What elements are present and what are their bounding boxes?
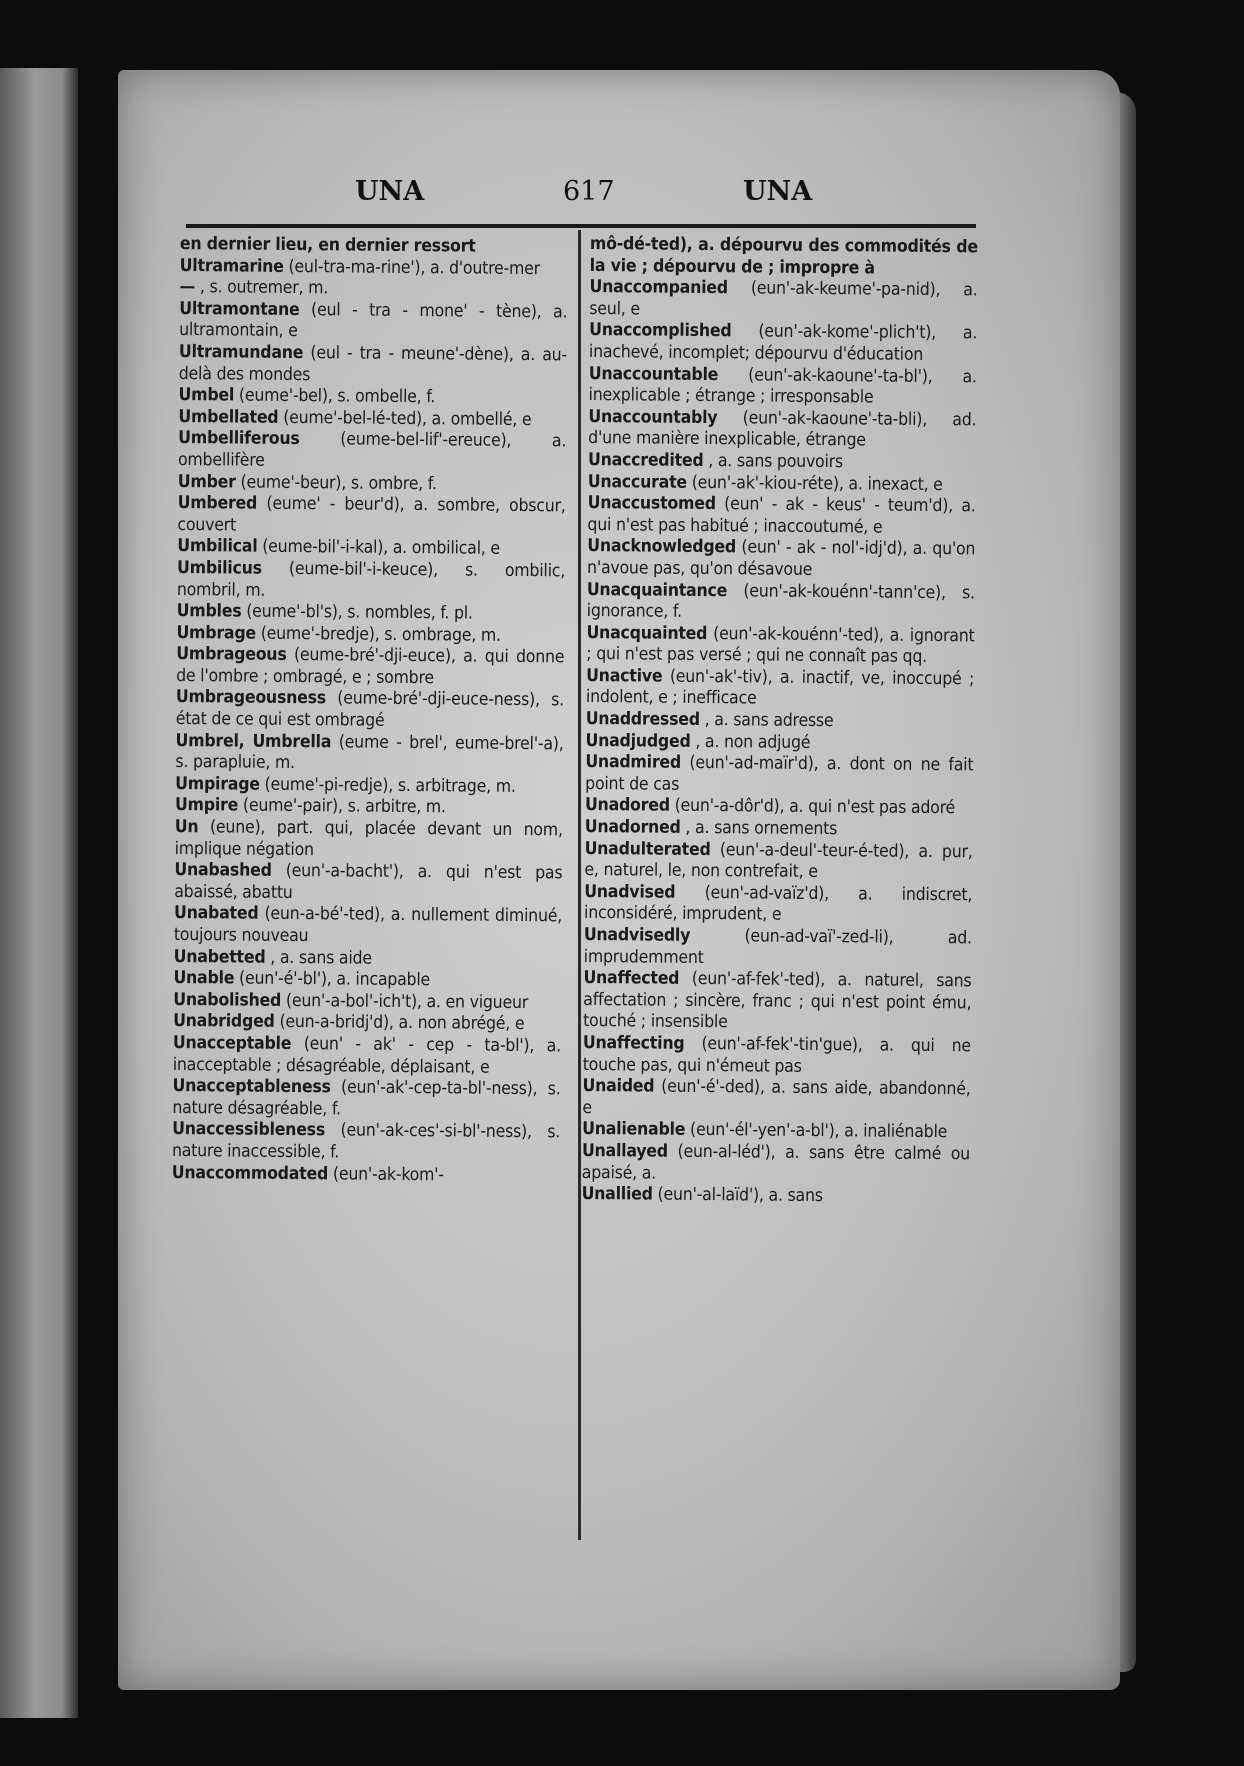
entry-definition: , a. sans pouvoirs bbox=[708, 450, 844, 473]
entry-headword: Unabashed bbox=[174, 860, 272, 882]
entry-definition: (eume'-bel-lé-ted), a. ombellé, e bbox=[283, 407, 532, 430]
dictionary-entry bbox=[590, 234, 978, 281]
entry-definition: (eume-bil'-i-kal), a. ombilical, e bbox=[262, 537, 500, 560]
dictionary-entry bbox=[588, 407, 976, 454]
entry-headword: Umbellated bbox=[178, 406, 279, 428]
entry-headword: Umbrageousness bbox=[175, 687, 327, 709]
adjacent-page-edge bbox=[0, 68, 78, 1718]
entry-definition: (eun-ad-vaï'-zed-li), ad. imprudemment bbox=[583, 926, 972, 968]
dictionary-entry bbox=[586, 666, 974, 713]
entry-definition: en dernier lieu, en dernier ressort bbox=[179, 234, 476, 257]
entry-definition: (eume-bré'-dji-euce-ness), s. état de ce qui est ombragé bbox=[175, 688, 565, 731]
right-column bbox=[582, 234, 978, 1209]
entry-headword: Unabated bbox=[173, 903, 259, 925]
dictionary-entry bbox=[587, 579, 975, 626]
entry-headword: Unaccompanied bbox=[589, 277, 728, 299]
entry-definition: (eun'-ak-ces'-si-bl'-ness), s. nature inaccessible, f. bbox=[171, 1120, 561, 1163]
entry-definition: (eun' - ak - nol'-idj'd), a. qu'on n'avoue pas, qu'on désavoue bbox=[586, 537, 976, 580]
entry-definition: (eun'-a-bacht'), a. qui n'est pas abaissé, abattu bbox=[174, 861, 563, 903]
entry-headword: Umbilical bbox=[177, 536, 258, 557]
entry-definition: (eun'-é'-ded), a. sans aide, abandonné, e bbox=[582, 1076, 971, 1118]
entry-definition: , a. non adjugé bbox=[695, 731, 811, 753]
dictionary-entry bbox=[175, 817, 563, 864]
entry-definition: (eume-bel-lif'-ereuce), a. ombellifère bbox=[177, 429, 567, 471]
entry-headword: Unaccredited bbox=[587, 449, 704, 471]
entry-headword: Un bbox=[174, 817, 199, 838]
dictionary-entry bbox=[177, 558, 565, 605]
entry-headword: Unable bbox=[173, 968, 235, 989]
entry-headword: Unadulterated bbox=[584, 838, 711, 860]
entry-headword: Unaccountable bbox=[588, 363, 719, 385]
dictionary-entry bbox=[589, 320, 977, 367]
dictionary-entry bbox=[172, 1162, 560, 1187]
entry-headword: Unaccomplished bbox=[589, 320, 732, 342]
entry-headword: Umbelliferous bbox=[178, 428, 300, 450]
dictionary-entry bbox=[589, 277, 977, 324]
entry-headword: Unalienable bbox=[582, 1119, 686, 1141]
entry-definition: (eun-a-bé'-ted), a. nullement diminué, toujours nouveau bbox=[173, 904, 563, 947]
dictionary-entry bbox=[585, 752, 973, 799]
entry-headword: Unacknowledged bbox=[587, 536, 737, 558]
entry-definition: (eume'-bl's), s. nombles, f. pl. bbox=[246, 601, 473, 624]
entry-definition: (eun'-ak-kouénn'-tann'ce), s. ignorance, f. bbox=[586, 580, 975, 622]
entry-headword: Unaccustomed bbox=[587, 493, 716, 515]
entry-definition: (eume - brel', eume-brel'-a), s. parapluie, m. bbox=[175, 732, 564, 774]
entry-headword: Unadmired bbox=[585, 752, 682, 774]
entry-definition: (eun'-ad-maïr'd), a. dont on ne fait point de cas bbox=[585, 753, 974, 795]
entry-definition: (eun'-ak'-tiv), a. inactif, ve, inoccupé ; indolent, e ; inefficace bbox=[585, 666, 975, 709]
entry-headword: Umbrageous bbox=[176, 644, 287, 666]
entry-headword: Unacceptable bbox=[172, 1032, 292, 1054]
entry-definition: mô-dé-ted), a. dépourvu des commodités de la vie ; dépourvu de ; impropre à bbox=[589, 234, 978, 279]
entry-definition: (eun'-a-bol'-ich't), a. en vigueur bbox=[285, 990, 529, 1013]
entry-headword: Unadvisedly bbox=[583, 924, 691, 946]
entry-definition: (eun'-al-laïd'), a. sans bbox=[657, 1184, 823, 1207]
entry-headword: Unacquaintance bbox=[586, 579, 728, 601]
entry-definition: (eun'-ak'-cep-ta-bl'-ness), s. nature désagréable, f. bbox=[172, 1077, 561, 1120]
entry-headword: Unallied bbox=[581, 1184, 653, 1205]
entry-definition: (eun' - ak - keus' - teum'd), a. qui n'est pas habitué ; inaccoutumé, e bbox=[587, 494, 976, 538]
page-number: 617 bbox=[563, 176, 615, 207]
entry-headword: Ultramundane bbox=[178, 341, 304, 364]
entry-definition: (eun'-ak-kom'- bbox=[332, 1163, 444, 1185]
entry-definition: (eun'-af-fek'-tin'gue), a. qui ne touche pas, qui n'émeut pas bbox=[582, 1033, 971, 1077]
dictionary-entry bbox=[173, 1033, 561, 1080]
entry-headword: Unaffecting bbox=[582, 1032, 685, 1054]
entry-headword: Unadvised bbox=[584, 881, 676, 903]
entry-definition: (eul - tra - mone' - tène), a. ultramontain, e bbox=[179, 299, 568, 342]
dictionary-entry bbox=[584, 882, 972, 929]
dictionary-entry bbox=[583, 1033, 971, 1080]
entry-headword: Umbrage bbox=[176, 622, 257, 644]
entry-definition: (eun'-ad-vaïz'd), a. indiscret, inconsidéré, imprudent, e bbox=[583, 882, 973, 926]
dictionary-entry bbox=[584, 925, 972, 972]
entry-headword: Umbered bbox=[177, 493, 258, 514]
dictionary-entry bbox=[588, 364, 976, 411]
dictionary-entry bbox=[176, 687, 564, 734]
entry-definition: (eul-tra-ma-rine'), a. d'outre-mer bbox=[288, 256, 540, 279]
dictionary-entry bbox=[587, 493, 975, 540]
entry-definition: (eun'-a-deul'-teur-é-ted), a. pur, e, naturel, le, non contrefait, e bbox=[584, 839, 973, 883]
dictionary-entry bbox=[583, 968, 972, 1036]
entry-headword: Unadjudged bbox=[585, 730, 691, 752]
entry-definition: (eume'-pair), s. arbitre, m. bbox=[242, 796, 446, 818]
entry-definition: (eun'-ak-kaoune'-ta-bli), ad. d'une manière inexplicable, étrange bbox=[588, 408, 977, 451]
entry-headword: Umpire bbox=[174, 795, 239, 816]
left-column bbox=[172, 234, 568, 1187]
entry-definition: (eume'-bel), s. ombelle, f. bbox=[238, 385, 436, 408]
entry-headword: Unaccessibleness bbox=[172, 1119, 326, 1141]
dictionary-entry bbox=[179, 299, 567, 346]
header-rule bbox=[186, 224, 976, 228]
entry-headword: — bbox=[179, 277, 196, 298]
entry-headword: Unaffected bbox=[583, 968, 680, 989]
entry-definition: (eun' - ak' - cep - ta-bl'), a. inacceptable ; désagréable, déplaisant, e bbox=[172, 1034, 561, 1078]
dictionary-entry bbox=[584, 839, 972, 886]
entry-definition: (eun'-é'-bl'), a. incapable bbox=[238, 968, 431, 991]
entry-headword: Unabolished bbox=[173, 989, 282, 1011]
entry-definition: (eume'-pi-redje), s. arbitrage, m. bbox=[264, 774, 516, 797]
entry-headword: Unacceptableness bbox=[172, 1076, 331, 1098]
dictionary-entry bbox=[582, 1184, 970, 1209]
entry-definition: (eun'-ak-kaoune'-ta-bl'), a. inexplicable ; étrange ; irresponsable bbox=[588, 364, 977, 408]
dictionary-entry bbox=[177, 493, 565, 540]
entry-definition: (eun'-ak-keume'-pa-nid), a. seul, e bbox=[589, 278, 978, 320]
entry-headword: Umbrel, Umbrella bbox=[175, 730, 332, 752]
entry-definition: (eume'-bredje), s. ombrage, m. bbox=[260, 623, 501, 646]
entry-definition: (eun-al-léd'), a. sans être calmé ou apaisé, a. bbox=[581, 1141, 971, 1184]
header-guide-word-right: UNA bbox=[743, 176, 813, 207]
entry-headword: Unaddressed bbox=[585, 709, 700, 731]
entry-definition: (eume' - beur'd), a. sombre, obscur, couvert bbox=[177, 493, 566, 536]
column-divider bbox=[578, 230, 581, 1540]
entry-definition: (eume-bré'-dji-euce), a. qui donne de l'ombre ; ombragé, e ; sombre bbox=[176, 645, 565, 689]
entry-definition: (eune), part. qui, placée devant un nom, implique négation bbox=[174, 817, 563, 860]
entry-headword: Unadored bbox=[584, 795, 670, 817]
entry-definition: (eun'-ak-kouénn'-ted), a. ignorant ; qui n'est pas versé ; qui ne connaît pas qq. bbox=[586, 623, 975, 668]
entry-headword: Unaided bbox=[582, 1076, 655, 1097]
dictionary-entry bbox=[582, 1076, 970, 1123]
entry-headword: Unadorned bbox=[584, 817, 681, 838]
dictionary-entry bbox=[174, 860, 562, 907]
dictionary-entry bbox=[586, 623, 974, 670]
entry-definition: (eun-a-bridj'd), a. non abrégé, e bbox=[279, 1012, 525, 1035]
entry-headword: Unabetted bbox=[173, 946, 266, 968]
entry-definition: (eun'-a-dôr'd), a. qui n'est pas adoré bbox=[674, 796, 956, 819]
header-guide-word-left: UNA bbox=[355, 176, 425, 207]
entry-definition: (eun'-ak'-kiou-réte), a. inexact, e bbox=[691, 472, 943, 495]
entry-headword: Unacquainted bbox=[586, 622, 708, 644]
entry-headword: Unabridged bbox=[173, 1011, 275, 1033]
entry-definition: , a. sans adresse bbox=[704, 710, 834, 732]
dictionary-entry bbox=[172, 1076, 560, 1123]
entry-definition: , a. sans aide bbox=[270, 947, 372, 969]
entry-definition: (eume-bil'-i-keuce), s. ombilic, nombril, m. bbox=[176, 558, 566, 601]
entry-headword: Unallayed bbox=[581, 1140, 668, 1162]
entry-headword: Ultramarine bbox=[179, 255, 284, 277]
entry-headword: Umbel bbox=[178, 385, 235, 406]
entry-definition: (eume'-beur), s. ombre, f. bbox=[240, 472, 437, 494]
running-head bbox=[355, 176, 815, 216]
entry-definition: (eul - tra - meune'-dène), a. au-delà des mondes bbox=[178, 343, 568, 385]
entry-headword: Unaccommodated bbox=[171, 1162, 329, 1184]
entry-definition: (eun'-af-fek'-ted), a. naturel, sans affectation ; sincère, franc ; qui n'est point ému, touché ; insensible bbox=[583, 969, 972, 1033]
entry-definition: , s. outremer, m. bbox=[199, 277, 329, 299]
dictionary-entry bbox=[174, 903, 562, 950]
entry-headword: Umber bbox=[177, 471, 236, 493]
entry-definition: (eun'-él'-yen'-a-bl'), a. inaliénable bbox=[689, 1120, 948, 1143]
entry-definition: (eun'-ak-kome'-plich't), a. inachevé, incomplet; dépourvu d'éducation bbox=[588, 321, 978, 365]
dictionary-entry bbox=[179, 342, 567, 389]
entry-headword: Unaccurate bbox=[587, 471, 688, 493]
entry-headword: Umbles bbox=[176, 601, 242, 622]
entry-headword: Umpirage bbox=[175, 773, 260, 795]
entry-headword: Umbilicus bbox=[176, 557, 262, 579]
entry-headword: Unactive bbox=[586, 665, 663, 687]
dictionary-entry bbox=[176, 644, 564, 691]
dictionary-entry bbox=[175, 731, 563, 778]
dictionary-entry bbox=[172, 1119, 560, 1166]
dictionary-entry bbox=[178, 428, 566, 475]
entry-headword: Unaccountably bbox=[588, 406, 718, 428]
entry-headword: Ultramontane bbox=[179, 298, 300, 320]
entry-definition: , a. sans ornements bbox=[685, 817, 838, 840]
dictionary-entry bbox=[587, 536, 975, 583]
dictionary-entry bbox=[582, 1141, 970, 1188]
